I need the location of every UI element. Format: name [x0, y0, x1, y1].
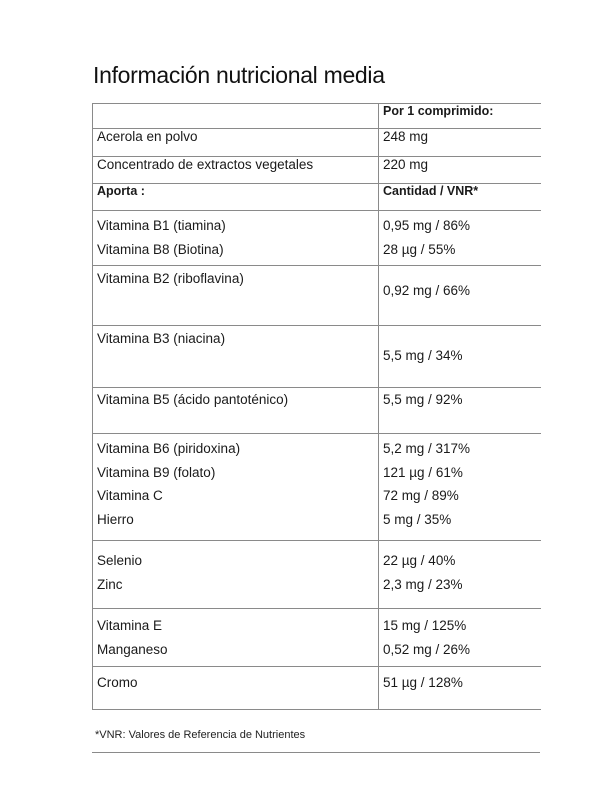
ingredient-value: 248 mg [379, 129, 541, 157]
nutrient-value: 15 mg / 125% [383, 618, 467, 633]
nutrient-name: Selenio [97, 553, 143, 568]
nutrient-name: Vitamina B2 (riboflavina) [97, 271, 244, 286]
nutrient-name: Hierro [97, 511, 134, 527]
page-title: Información nutricional media [93, 62, 385, 88]
nutrient-names-cell [93, 388, 379, 434]
nutrient-name: Vitamina B9 (folato) [97, 464, 216, 480]
nutrient-values-cell [379, 541, 541, 609]
nutrient-values-cell [379, 326, 541, 388]
nutrient-name: Cromo [97, 675, 138, 690]
nutrient-group-row [93, 609, 541, 667]
nutrient-group-row [93, 434, 541, 541]
nutrient-value: 0,52 mg / 26% [383, 641, 471, 657]
ingredient-row [93, 157, 541, 184]
nutrient-value: 22 µg / 40% [383, 553, 456, 568]
nutrient-name: Zinc [97, 576, 123, 592]
nutrient-names-cell [93, 667, 379, 710]
nutrient-group-row [93, 667, 541, 710]
nutrient-values-cell [379, 266, 541, 326]
nutrient-names-cell [93, 609, 379, 667]
table-header-row [93, 104, 541, 129]
nutrient-value: 5,5 mg / 34% [383, 348, 463, 363]
nutrient-value: 5,2 mg / 317% [383, 441, 471, 456]
vnr-footnote: *VNR: Valores de Referencia de Nutrientes [95, 729, 306, 741]
nutrient-name: Vitamina B6 (piridoxina) [97, 441, 241, 456]
nutrient-name: Vitamina B1 (tiamina) [97, 218, 226, 233]
nutrient-value: 5,5 mg / 92% [383, 392, 463, 407]
header-per-tablet: Por 1 comprimido: [379, 104, 541, 129]
nutrient-name: Vitamina C [97, 488, 163, 503]
nutrient-value: 121 µg / 61% [383, 464, 463, 480]
nutrient-name: Vitamina E [97, 618, 163, 633]
nutrient-value: 0,95 mg / 86% [383, 218, 471, 233]
ingredient-row [93, 129, 541, 157]
ingredient-value: 220 mg [379, 157, 541, 184]
nutrient-group-row [93, 211, 541, 266]
nutrient-names-cell [93, 326, 379, 388]
nutrient-values-cell [379, 667, 541, 710]
nutrient-names-cell [93, 541, 379, 609]
nutrition-table [92, 103, 541, 710]
nutrient-group-row [93, 266, 541, 326]
nutrient-names-cell [93, 266, 379, 326]
nutrient-values-cell [379, 211, 541, 266]
nutrient-value: 72 mg / 89% [383, 488, 459, 503]
nutrient-name: Manganeso [97, 641, 168, 657]
nutrient-values-cell [379, 609, 541, 667]
nutrient-group-row [93, 541, 541, 609]
section-header-row [93, 184, 541, 211]
nutrient-value: 5 mg / 35% [383, 511, 452, 527]
nutrient-value: 28 µg / 55% [383, 241, 456, 257]
ingredient-name: Acerola en polvo [93, 129, 379, 157]
nutrient-values-cell [379, 434, 541, 541]
section-header-left: Aporta : [93, 184, 379, 211]
table-bottom-rule [92, 752, 540, 753]
nutrient-name: Vitamina B8 (Biotina) [97, 241, 224, 257]
nutrient-group-row [93, 326, 541, 388]
nutrient-group-row [93, 388, 541, 434]
nutrient-values-cell [379, 388, 541, 434]
nutrient-names-cell [93, 434, 379, 541]
section-header-right: Cantidad / VNR* [379, 184, 541, 211]
nutrient-value: 51 µg / 128% [383, 675, 463, 690]
nutrient-value: 0,92 mg / 66% [383, 283, 471, 298]
header-left-cell [93, 104, 379, 129]
ingredient-name: Concentrado de extractos vegetales [93, 157, 379, 184]
nutrient-name: Vitamina B3 (niacina) [97, 331, 226, 346]
nutrient-names-cell [93, 211, 379, 266]
nutrient-name: Vitamina B5 (ácido pantoténico) [97, 392, 289, 407]
nutrient-value: 2,3 mg / 23% [383, 576, 463, 592]
